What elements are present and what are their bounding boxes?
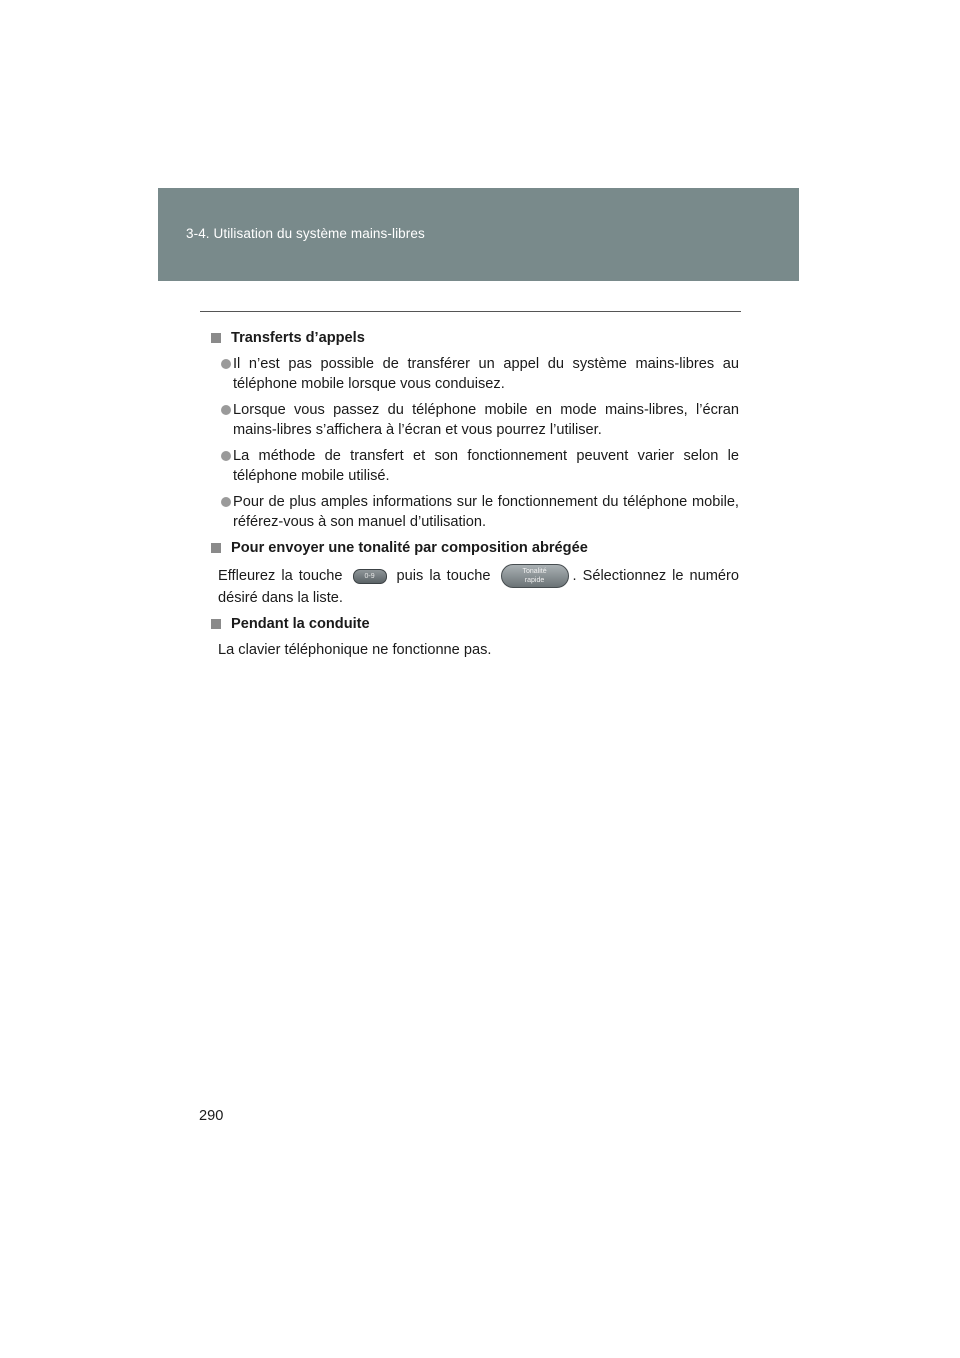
section-title-driving <box>211 614 739 634</box>
round-bullet-icon <box>221 497 231 507</box>
instruction-text: Effleurez la touche <box>218 567 343 584</box>
square-bullet-icon <box>211 619 221 629</box>
bullet-item <box>211 400 739 440</box>
bullet-text: Il n’est pas possible de transférer un appel du système mains-libres au téléphone mobile lorsque vous conduisez. <box>233 356 739 392</box>
page-number: 290 <box>199 1108 224 1124</box>
instruction-text: . Sélectionnez le numéro désiré dans la liste. <box>218 567 740 606</box>
dtmf-instructions <box>211 564 739 608</box>
bullet-item <box>211 446 739 486</box>
square-bullet-icon <box>211 543 221 553</box>
square-bullet-icon <box>211 333 221 343</box>
driving-note: La clavier téléphonique ne fonctionne pas. <box>218 642 492 658</box>
bullet-item <box>211 354 739 394</box>
section-title-text: Pour envoyer une tonalité par composition abrégée <box>231 540 588 556</box>
page-content <box>211 328 739 666</box>
section-title-transfers <box>211 328 739 348</box>
bullet-item <box>211 492 739 532</box>
section-title-dtmf <box>211 538 739 558</box>
section-header-title: 3-4. Utilisation du système mains-libres <box>186 226 425 241</box>
tonalite-rapide-button-icon: Tonalité rapide <box>501 564 569 588</box>
section-title-text: Transferts d’appels <box>231 330 365 346</box>
instruction-text: puis la touche <box>396 567 491 584</box>
keypad-0-9-button-icon: 0-9 <box>353 569 387 584</box>
round-bullet-icon <box>221 359 231 369</box>
round-bullet-icon <box>221 451 231 461</box>
round-bullet-icon <box>221 405 231 415</box>
bullet-text: Pour de plus amples informations sur le fonctionnement du téléphone mobile, référez-vous à son manuel d’utilisation. <box>233 494 739 530</box>
header-divider <box>200 311 741 312</box>
section-header-band <box>158 188 799 281</box>
section-title-text: Pendant la conduite <box>231 616 370 632</box>
bullet-text: La méthode de transfert et son fonctionnement peuvent varier selon le téléphone mobile utilisé. <box>233 448 739 484</box>
bullet-text: Lorsque vous passez du téléphone mobile en mode mains-libres, l’écran mains-libres s’affichera à l’écran et vous pourrez l’utiliser. <box>233 402 739 438</box>
